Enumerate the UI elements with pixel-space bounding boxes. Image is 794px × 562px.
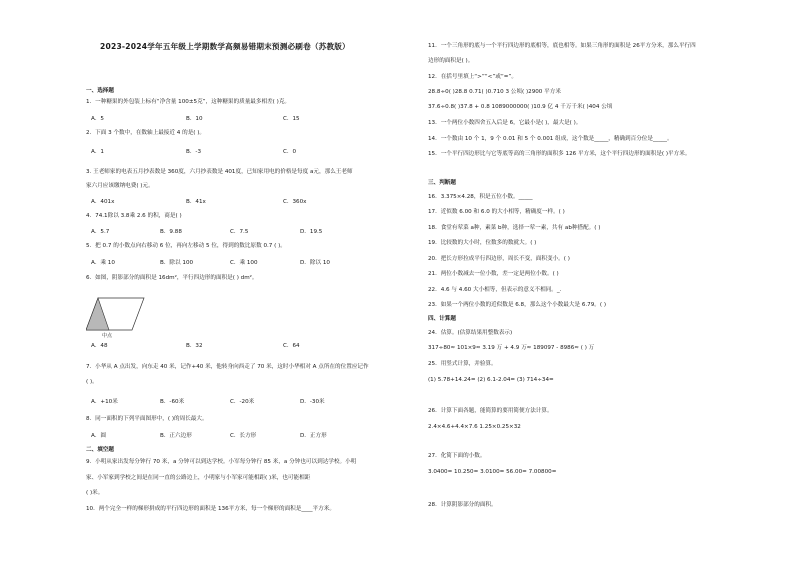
q1-option-a: A．5 <box>91 116 104 122</box>
question-4: 4．74.1除以 3.8乘 2.6 的积，商是( ) <box>86 213 182 219</box>
question-2: 2．下面 3 个数中，在数轴上最接近 4 的是( )。 <box>86 130 206 136</box>
question-9-line2: 家、小军家到学校之间是在同一直的公路边上，小明家与小军家可能相距( )米，也可能相距 <box>86 475 311 481</box>
q8-option-d: D．正方形 <box>300 433 327 439</box>
question-17: 17．近似数 6.00 和 6.0 的大小相等，精确度一样。( ) <box>428 209 565 215</box>
question-12: 12．在括号里填上“>”“<”或“=”。 <box>428 74 517 80</box>
question-21: 21．两位小数减去一位小数，差一定是两位小数。( ) <box>428 271 559 277</box>
question-24: 24．估算。(估算结果用整数表示) <box>428 330 513 336</box>
q7-option-a: A．+10米 <box>91 399 118 405</box>
q4-option-c: C．7.5 <box>230 229 249 235</box>
q1-option-b: B．10 <box>186 116 203 122</box>
q5-option-d: D．除以 10 <box>300 260 330 266</box>
q1-option-c: C．15 <box>283 116 300 122</box>
section-calc-heading: 四、计算题 <box>428 316 456 322</box>
question-23: 23．如果一个两位小数的近似数是 6.8，那么这个小数最大是 6.79。( ) <box>428 302 607 308</box>
exam-title: 2023-2024学年五年级上学期数学高频易错期末预测必刷卷（苏教版） <box>100 42 350 51</box>
q12-row-2: 37.6÷0.8( )37.8 + 0.8 1089000000( )10.9 亿 4 千万千米( )404 公顷 <box>428 104 613 110</box>
question-16: 16．3.375×4.28，积是五位小数。_____ <box>428 194 533 200</box>
q3-option-c: C．360x <box>283 199 307 205</box>
q2-option-b: B．-3 <box>186 149 202 155</box>
q2-option-c: C．0 <box>283 149 297 155</box>
question-1: 1．一种糖果的外包装上标有“净含量 100±5克”，这种糖果的质量最多相差( )克。 <box>86 99 291 105</box>
q4-option-d: D．19.5 <box>300 229 323 235</box>
question-5: 5．把 0.7 的小数点向右移动 6 位，再向左移动 5 位，得到的数比原数 0.7 ( )。 <box>86 243 286 249</box>
q5-option-b: B．除以 100 <box>160 260 194 266</box>
question-9-line3: ( )米。 <box>86 490 104 496</box>
q24-row: 317÷80≈ 101×9≈ 3.19 万 + 4.9 万≈ 189097 - 8986≈ ( ) 万 <box>428 345 595 351</box>
section-choice-heading: 一、选择题 <box>86 88 114 94</box>
q3-option-a: A．401x <box>91 199 115 205</box>
q4-option-b: B．9.88 <box>160 229 182 235</box>
q4-option-a: A．5.7 <box>91 229 110 235</box>
question-14: 14．一个数由 10 个 1，9 个 0.01 和 5 个 0.001 组成，这个数是_____，精确到百分位是_____。 <box>428 136 673 142</box>
q3-option-b: B．41x <box>186 199 206 205</box>
question-10: 10．两个完全一样的梯形拼成的平行四边形的面积是 136平方米，每一个梯形的面积是____平方米。 <box>86 506 335 512</box>
midpoint-label: 中点 <box>102 333 113 338</box>
question-19: 19．比较数的大小时，位数多的数就大。( ) <box>428 240 537 246</box>
q8-option-c: C．长方形 <box>230 433 257 439</box>
q8-option-a: A．圆 <box>91 433 107 439</box>
question-26: 26．计算下面各题，能简算的要用简便方法计算。 <box>428 408 553 414</box>
q5-option-c: C．乘 100 <box>230 260 258 266</box>
question-15: 15．一个平行四边形比与它等底等高的三角形的面积多 126 平方米，这个平行四边形的面积是( )平方米。 <box>428 151 691 157</box>
section-fill-heading: 二、填空题 <box>86 447 114 453</box>
question-6: 6．如图，阴影部分的面积是 16dm²，平行四边形的面积是( ) dm²。 <box>86 275 258 281</box>
q6-option-c: C．64 <box>283 343 300 349</box>
q25-row: (1) 5.78+14.24= (2) 6.1-2.04= (3) 714÷34= <box>428 377 554 383</box>
question-3-line1: 3. 王老师家的电表五月抄表数是 360度，六月抄表数是 401度，已知家用电的价格是每度 a元，那么王老师 <box>86 169 353 175</box>
section-judge-heading: 三、判断题 <box>428 180 456 186</box>
q12-row-1: 28.8÷0( )28.8 0.71( )0.710 3 公顷( )2900 平方米 <box>428 89 561 95</box>
q2-option-a: A．1 <box>91 149 104 155</box>
question-13: 13．一个两位小数四舍五入后是 6，它最小是( )，最大是( )。 <box>428 120 582 126</box>
parallelogram-figure <box>86 296 146 338</box>
q6-option-b: B．32 <box>186 343 203 349</box>
question-7-line1: 7．小华从 A 点出发，向东走 40 米，记作+40 米，他转身向西走了 70 米，这时小华相对 A 点所在的位置应记作 <box>86 364 369 370</box>
question-25: 25．用竖式计算，并验算。 <box>428 361 497 367</box>
q7-option-b: B．-60米 <box>160 399 185 405</box>
q6-option-a: A．48 <box>91 343 108 349</box>
question-28: 28．计算阴影部分的面积。 <box>428 502 497 508</box>
question-11-line1: 11．一个三角形的底与一个平行四边形的底相等，底也相等。如果三角形的面积是 26平方分米，那么平行四 <box>428 43 696 49</box>
q5-option-a: A．乘 10 <box>91 260 115 266</box>
question-3-line2: 家六月应该缴纳电费( )元。 <box>86 183 154 189</box>
question-8: 8．同一面积的下列平面图形中，( )的周长最大。 <box>86 416 208 422</box>
question-18: 18．食堂有荤菜 a种，素菜 b种，选择一荤一素，共有 ab种搭配。( ) <box>428 225 601 231</box>
question-11-line2: 边形的面积是( )。 <box>428 58 474 64</box>
q7-option-c: C．-20米 <box>230 399 255 405</box>
q8-option-b: B．正六边形 <box>160 433 192 439</box>
question-20: 20．把长方形拉成平行四边形，周长不变，面积变小。( ) <box>428 256 570 262</box>
question-7-line2: ( )。 <box>86 379 98 385</box>
question-22: 22．4.6 与 4.60 大小相等，但表示的意义不相同。_. <box>428 287 562 293</box>
q7-option-d: D．-30米 <box>300 399 325 405</box>
q26-row: 2.4×4.6+4.4×7.6 1.25×0.25×32 <box>428 424 521 430</box>
question-9-line1: 9．小明从家出发每分钟行 70 米，a 分钟可以到达学校。小军每分钟行 85 米，a 分钟也可以到达学校。小明 <box>86 459 357 465</box>
q27-row: 3.0400= 10.250= 3.0100= 56.00= 7.00800= <box>428 469 557 475</box>
question-27: 27．化简下面的小数。 <box>428 453 486 459</box>
